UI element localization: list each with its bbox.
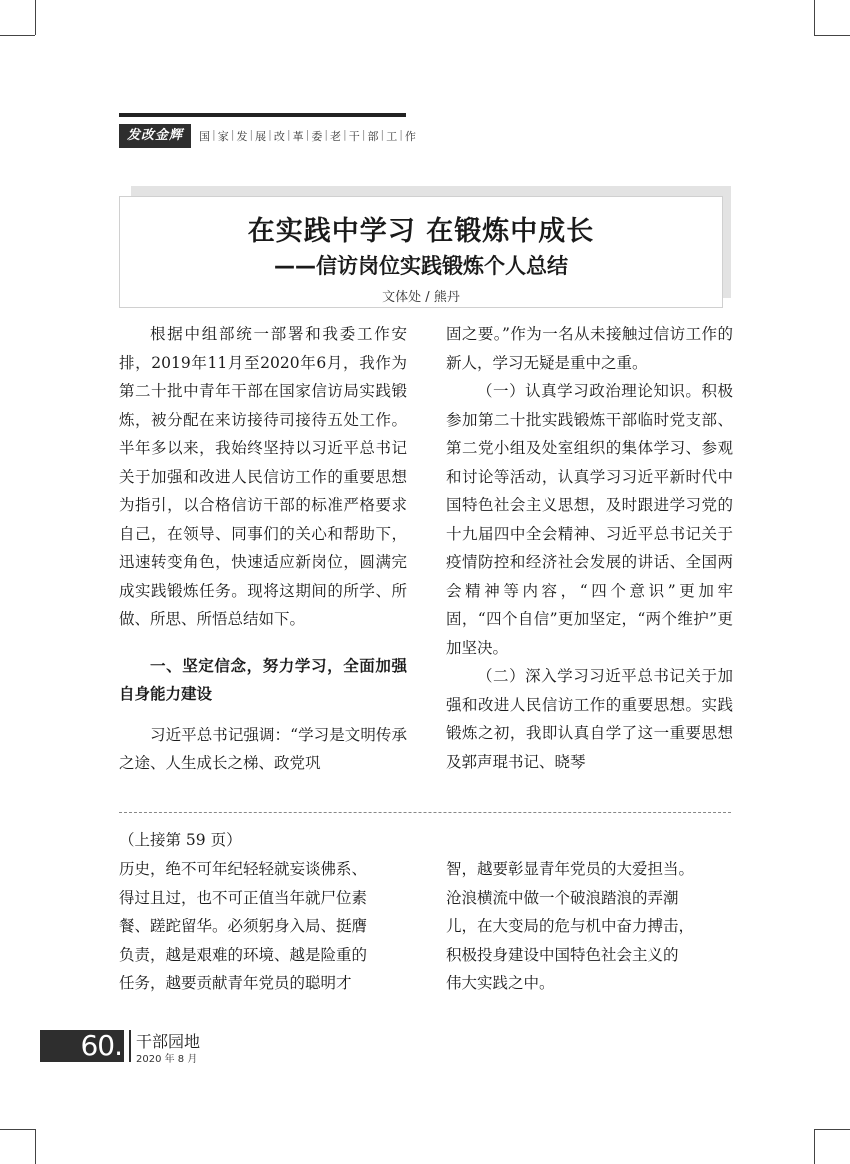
title-box	[119, 196, 723, 308]
org-separator: |	[343, 128, 347, 141]
text-line: 儿，在大变局的危与机中奋力搏击，	[446, 917, 695, 935]
text-line: 伟大实践之中。	[446, 974, 555, 992]
text-line: 餐、蹉跎留华。必须躬身入局、挺膺	[119, 917, 368, 935]
page-number: 60.	[40, 1030, 124, 1062]
section-heading: 一、坚定信念，努力学习，全面加强自身能力建设	[119, 656, 407, 703]
left-column	[119, 320, 407, 778]
org-char: 干	[348, 130, 360, 143]
crop-mark	[35, 0, 36, 35]
org-char: 委	[311, 130, 323, 143]
text-line: 负责，越是艰难的环境、越是险重的	[119, 945, 368, 964]
org-separator: |	[361, 128, 366, 141]
org-separator: |	[305, 128, 310, 141]
crop-mark	[814, 0, 815, 35]
org-char: 部	[367, 130, 379, 143]
org-name	[197, 128, 418, 144]
crop-mark	[814, 1129, 850, 1130]
org-separator: |	[286, 128, 291, 141]
continuation-left	[119, 855, 409, 998]
org-char: 国	[199, 130, 211, 143]
org-separator: |	[249, 128, 254, 141]
article-author: 文体处 / 熊丹	[382, 290, 460, 305]
org-char: 革	[292, 130, 304, 143]
org-char: 家	[217, 130, 229, 143]
crop-mark	[35, 1129, 36, 1164]
paragraph: （二）深入学习习近平总书记关于加强和改进人民信访工作的重要思想。实践锻炼之初，我即认真自学了这一重要思想及郭声琨书记、晓琴	[446, 667, 733, 771]
org-char: 展	[255, 130, 267, 143]
paragraph: 固之要。”作为一名从未接触过信访工作的新人，学习无疑是重中之重。	[446, 325, 733, 372]
footer-bar	[129, 1030, 131, 1062]
org-char: 老	[330, 130, 342, 143]
org-char: 作	[404, 130, 416, 143]
text-line: 沧浪横流中做一个破浪踏浪的弄潮	[446, 888, 679, 907]
paragraph: （一）认真学习政治理论知识。积极参加第二十批实践锻炼干部临时党支部、第二党小组及处室组织的集体学习、参观和讨论等活动，认真学习习近平新时代中国特色社会主义思想，及时跟进学习党的十九届四中全会精神、习近平总书记关于疫情防控和经济社会发展的讲话、全国两会精神等内容，“四个意识”更加牢固，“四个自信”更加坚定，“两个维护”更加坚决。	[446, 382, 733, 657]
text-line: 智，越要彰显青年党员的大爱担当。	[446, 860, 695, 878]
continuation-right	[446, 855, 736, 998]
article-title: 在实践中学习 在锻炼中成长	[247, 216, 595, 247]
text-line: 得过且过，也不可正值当年就尸位素	[119, 888, 368, 907]
article-subtitle: ——信访岗位实践锻炼个人总结	[274, 254, 568, 278]
crop-mark	[814, 1129, 815, 1164]
org-char: 发	[236, 130, 248, 143]
crop-mark	[0, 35, 35, 36]
org-char: 工	[386, 130, 398, 143]
issue-date: 2020 年 8 月	[136, 1054, 198, 1065]
text-line: 历史，绝不可年纪轻轻就妄谈佛系、	[119, 860, 368, 878]
crop-mark	[814, 35, 850, 36]
section-divider	[119, 812, 731, 813]
org-separator: |	[324, 128, 329, 141]
org-char: 改	[273, 130, 285, 143]
text-line: 积极投身建设中国特色社会主义的	[446, 945, 679, 964]
magazine-name: 干部园地	[136, 1032, 201, 1051]
org-separator: |	[268, 128, 272, 141]
continuation-note: （上接第 59 页）	[119, 831, 242, 849]
column-brand: 发改金辉	[119, 124, 191, 148]
org-separator: |	[399, 128, 403, 141]
right-column	[446, 320, 733, 776]
crop-mark	[0, 1129, 35, 1130]
paragraph: 根据中组部统一部署和我委工作安排，2019年11月至2020年6月，我作为第二十批中青年干部在国家信访局实践锻炼，被分配在来访接待司接待五处工作。半年多以来，我始终坚持以习近平总书记关于加强和改进人民信访工作的重要思想为指引，以合格信访干部的标准严格要求自己，在领导、同事们的关心和帮助下，迅速转变角色，快速适应新岗位，圆满完成实践锻炼任务。现将这期间的所学、所做、所思、所悟总结如下。	[119, 325, 407, 628]
header-band	[119, 125, 418, 147]
org-separator: |	[230, 128, 235, 141]
org-separator: |	[380, 128, 385, 141]
text-line: 任务，越要贡献青年党员的聪明才	[119, 974, 352, 992]
org-separator: |	[212, 128, 216, 141]
paragraph: 习近平总书记强调：“学习是文明传承之途、人生成长之梯、政党巩	[119, 725, 407, 772]
header-rule	[119, 113, 406, 117]
